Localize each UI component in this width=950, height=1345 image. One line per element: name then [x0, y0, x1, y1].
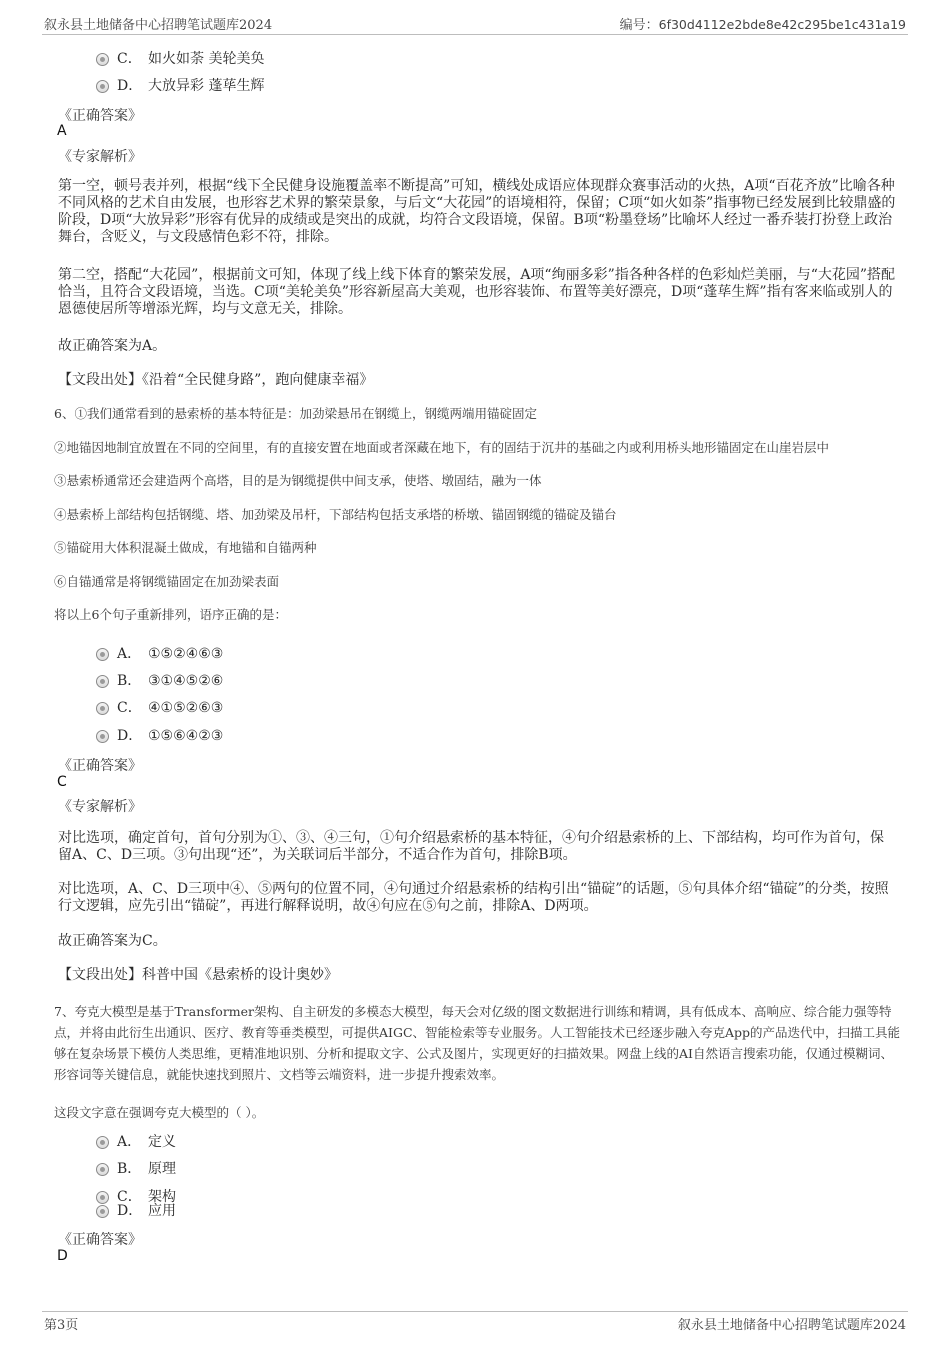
q6-stem-line-4: ④悬索桥上部结构包括钢缆、塔、加劲梁及吊杆，下部结构包括支承塔的桥墩、锚固钢缆的锚碇及锚台 — [54, 507, 617, 522]
q6-option-d[interactable]: D． ①⑤⑥④②③ — [96, 725, 223, 745]
radio-icon[interactable] — [96, 675, 109, 688]
q6-option-a[interactable]: A． ①⑤②④⑥③ — [96, 643, 223, 663]
q6-analysis-paragraph-2: 对比选项，A、C、D三项中④、⑤两句的位置不同，④句通过介绍悬索桥的结构引出“锚碇”的话题，⑤句具体介绍“锚碇”的分类，按照行文逻辑，应先引出“锚碇”，再进行解释说明，故④句应在⑤句之前，排除A、D两项。 — [58, 881, 889, 914]
header-code — [620, 14, 906, 33]
q6-stem-line-6: ⑥自锚通常是将钢缆锚固定在加劲梁表面 — [54, 574, 280, 589]
q5-option-d[interactable]: D． 大放异彩 蓬荜生辉 — [96, 75, 264, 95]
q6-analysis-paragraph-1: 对比选项，确定首句，首句分别为①、③、④三句，①句介绍悬索桥的基本特征，④句介绍悬索桥的上、下部结构，均可作为首句，保留A、C、D三项。③句出现“还”，为关联词后半部分，不适合作为首句，排除B项。 — [58, 830, 884, 863]
q5-answer-label: 《正确答案》 — [58, 108, 142, 124]
footer-title: 叙永县土地储备中心招聘笔试题库2024 — [677, 1318, 906, 1333]
radio-icon[interactable] — [96, 53, 109, 66]
q7-stem: 7、夸克大模型是基于Transformer架构、自主研发的多模态大模型，每天会对亿级的图文数据进行训练和精调，具有低成本、高响应、综合能力强等特点，并将由此衍生出通识、医疗、教育等垂类模型，可提供AIGC、智能检索等专业服务。人工智能技术已经逐步融入夸克App的产品迭代中，扫描工具能够在复杂场景下模仿人类思维，更精准地识别、分析和提取文字、公式及图片，实现更好的扫描效果。网盘上线的AI自然语言搜索功能，仅通过模糊词、形容词等关键信息，就能快速找到照片、文档等云端资料，进一步提升搜索效率。 — [54, 1004, 901, 1082]
q5-analysis-paragraph-2: 第二空，搭配“大花园”，根据前文可知，体现了线上线下体育的繁荣发展，A项“绚丽多彩”指各种各样的色彩灿烂美丽，与“大花园”搭配恰当，且符合文段语境，当选。C项“美轮美奂”形容新屋高大美观，也形容装饰、布置等美好漂亮，D项“蓬荜生辉”指有客来临或别人的恩德使居所等增添光辉，均与文意无关，排除。 — [58, 267, 896, 317]
header-code-label: 编号： — [619, 18, 659, 33]
radio-icon[interactable] — [96, 80, 109, 93]
radio-icon[interactable] — [96, 1163, 109, 1176]
q7-answer-label: 《正确答案》 — [58, 1232, 142, 1248]
q6-source: 【文段出处】科普中国《悬索桥的设计奥妙》 — [58, 967, 338, 983]
q6-analysis-conclusion: 故正确答案为C。 — [58, 933, 167, 949]
q6-answer: C — [57, 774, 67, 790]
q5-source: 【文段出处】《沿着“全民健身路”，跑向健康幸福》 — [58, 372, 374, 388]
q7-option-d[interactable]: D． 应用 — [96, 1200, 176, 1220]
q5-analysis-label: 《专家解析》 — [58, 149, 142, 165]
radio-icon[interactable] — [96, 1136, 109, 1149]
q6-analysis-label: 《专家解析》 — [58, 799, 142, 815]
q6-stem-line-5: ⑤锚碇用大体积混凝土做成，有地锚和自锚两种 — [54, 540, 317, 555]
q7-option-a[interactable]: A． 定义 — [96, 1131, 176, 1151]
radio-icon[interactable] — [96, 1205, 109, 1218]
q6-answer-label: 《正确答案》 — [58, 758, 142, 774]
radio-icon[interactable] — [96, 648, 109, 661]
header-divider — [42, 34, 908, 35]
q7-option-c[interactable]: C． 架构 — [96, 1186, 176, 1206]
q6-option-c[interactable]: C． ④①⑤②⑥③ — [96, 697, 223, 717]
q5-answer: A — [57, 123, 67, 139]
radio-icon[interactable] — [96, 730, 109, 743]
q5-option-c[interactable]: C． 如火如荼 美轮美奂 — [96, 48, 264, 68]
q7-answer: D — [57, 1248, 68, 1264]
radio-icon[interactable] — [96, 702, 109, 715]
q6-stem-line-3: ③悬索桥通常还会建造两个高塔，目的是为钢缆提供中间支承，使塔、墩固结，融为一体 — [54, 473, 542, 488]
header-code-value: 6f30d4112e2bde8e42c295be1c431a19 — [658, 17, 906, 32]
q6-question: 将以上6个句子重新排列，语序正确的是： — [54, 607, 287, 622]
q6-stem-line-1: 6、①我们通常看到的悬索桥的基本特征是：加劲梁悬吊在钢缆上，钢缆两端用锚碇固定 — [54, 406, 537, 421]
footer-page: 第3页 — [44, 1318, 79, 1333]
q5-analysis-conclusion: 故正确答案为A。 — [58, 338, 167, 354]
q6-stem-line-2: ②地锚因地制宜放置在不同的空间里，有的直接安置在地面或者深藏在地下，有的固结于沉井的基础之内或利用桥头地形锚固定在山崖岩层中 — [54, 440, 830, 455]
footer-divider — [42, 1311, 908, 1312]
q7-question: 这段文字意在强调夸克大模型的（ ）。 — [54, 1105, 265, 1120]
q7-option-b[interactable]: B． 原理 — [96, 1158, 176, 1178]
header-title: 叙永县土地储备中心招聘笔试题库2024 — [44, 18, 273, 33]
q5-analysis-paragraph-1: 第一空，顿号表并列，根据“线下全民健身设施覆盖率不断提高”可知，横线处成语应体现群众赛事活动的火热，A项“百花齐放”比喻各种不同风格的艺术自由发展，也形容艺术界的繁荣景象，与后文“大花园”的语境相符，保留；C项“如火如荼”指事物已经发展到比较鼎盛的阶段，D项“大放异彩”形容有优异的成绩或是突出的成就，均符合文段语境，保留。B项“粉墨登场”比喻坏人经过一番乔装打扮登上政治舞台，含贬义，与文段感情色彩不符，排除。 — [58, 178, 896, 245]
q6-option-b[interactable]: B． ③①④⑤②⑥ — [96, 670, 223, 690]
